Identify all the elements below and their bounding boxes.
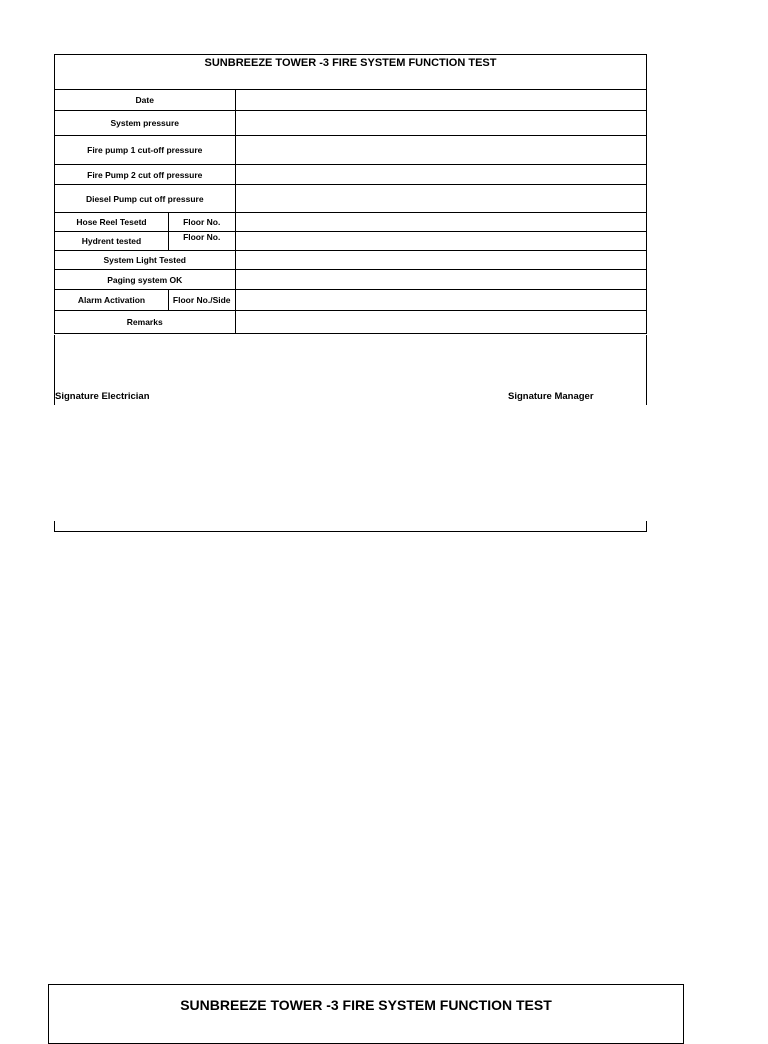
form-title: SUNBREEZE TOWER -3 FIRE SYSTEM FUNCTION TEST	[54, 54, 647, 89]
label-hydrent: Hydrent tested	[55, 232, 169, 251]
fire-test-form	[54, 54, 647, 334]
form-table	[54, 89, 647, 334]
label-paging: Paging system OK	[55, 270, 236, 290]
table-row	[55, 90, 647, 111]
page2-title: SUNBREEZE TOWER -3 FIRE SYSTEM FUNCTION TEST	[180, 997, 552, 1013]
table-row	[55, 165, 647, 185]
table-row	[55, 290, 647, 311]
label-remarks: Remarks	[55, 311, 236, 334]
signature-manager-label: Signature Manager	[508, 391, 594, 402]
remarks-field[interactable]	[235, 311, 647, 334]
table-row	[55, 232, 647, 251]
signature-electrician-label: Signature Electrician	[55, 391, 150, 402]
label-alarm: Alarm Activation	[55, 290, 169, 311]
label-system-light: System Light Tested	[55, 251, 236, 270]
table-row	[55, 311, 647, 334]
table-row	[55, 251, 647, 270]
label-diesel-pump: Diesel Pump cut off pressure	[55, 185, 236, 213]
table-row	[55, 111, 647, 136]
label-system-pressure: System pressure	[55, 111, 236, 136]
fire-pump-1-field[interactable]	[235, 136, 647, 165]
system-pressure-field[interactable]	[235, 111, 647, 136]
label-hydrent-floor: Floor No.	[168, 232, 235, 251]
paging-field[interactable]	[235, 270, 647, 290]
form-bottom-border	[54, 521, 647, 532]
label-alarm-floor: Floor No./Side	[168, 290, 235, 311]
date-field[interactable]	[235, 90, 647, 111]
hose-reel-field[interactable]	[235, 213, 647, 232]
label-hose-reel: Hose Reel Tesetd	[55, 213, 169, 232]
hydrent-field[interactable]	[235, 232, 647, 251]
table-row	[55, 270, 647, 290]
page2-header	[48, 984, 684, 1044]
table-row	[55, 136, 647, 165]
table-row	[55, 185, 647, 213]
label-fire-pump-2: Fire Pump 2 cut off pressure	[55, 165, 236, 185]
label-date: Date	[55, 90, 236, 111]
alarm-field[interactable]	[235, 290, 647, 311]
label-hose-reel-floor: Floor No.	[168, 213, 235, 232]
diesel-pump-field[interactable]	[235, 185, 647, 213]
label-fire-pump-1: Fire pump 1 cut-off pressure	[55, 136, 236, 165]
table-row	[55, 213, 647, 232]
fire-pump-2-field[interactable]	[235, 165, 647, 185]
signature-area	[54, 335, 647, 405]
system-light-field[interactable]	[235, 251, 647, 270]
